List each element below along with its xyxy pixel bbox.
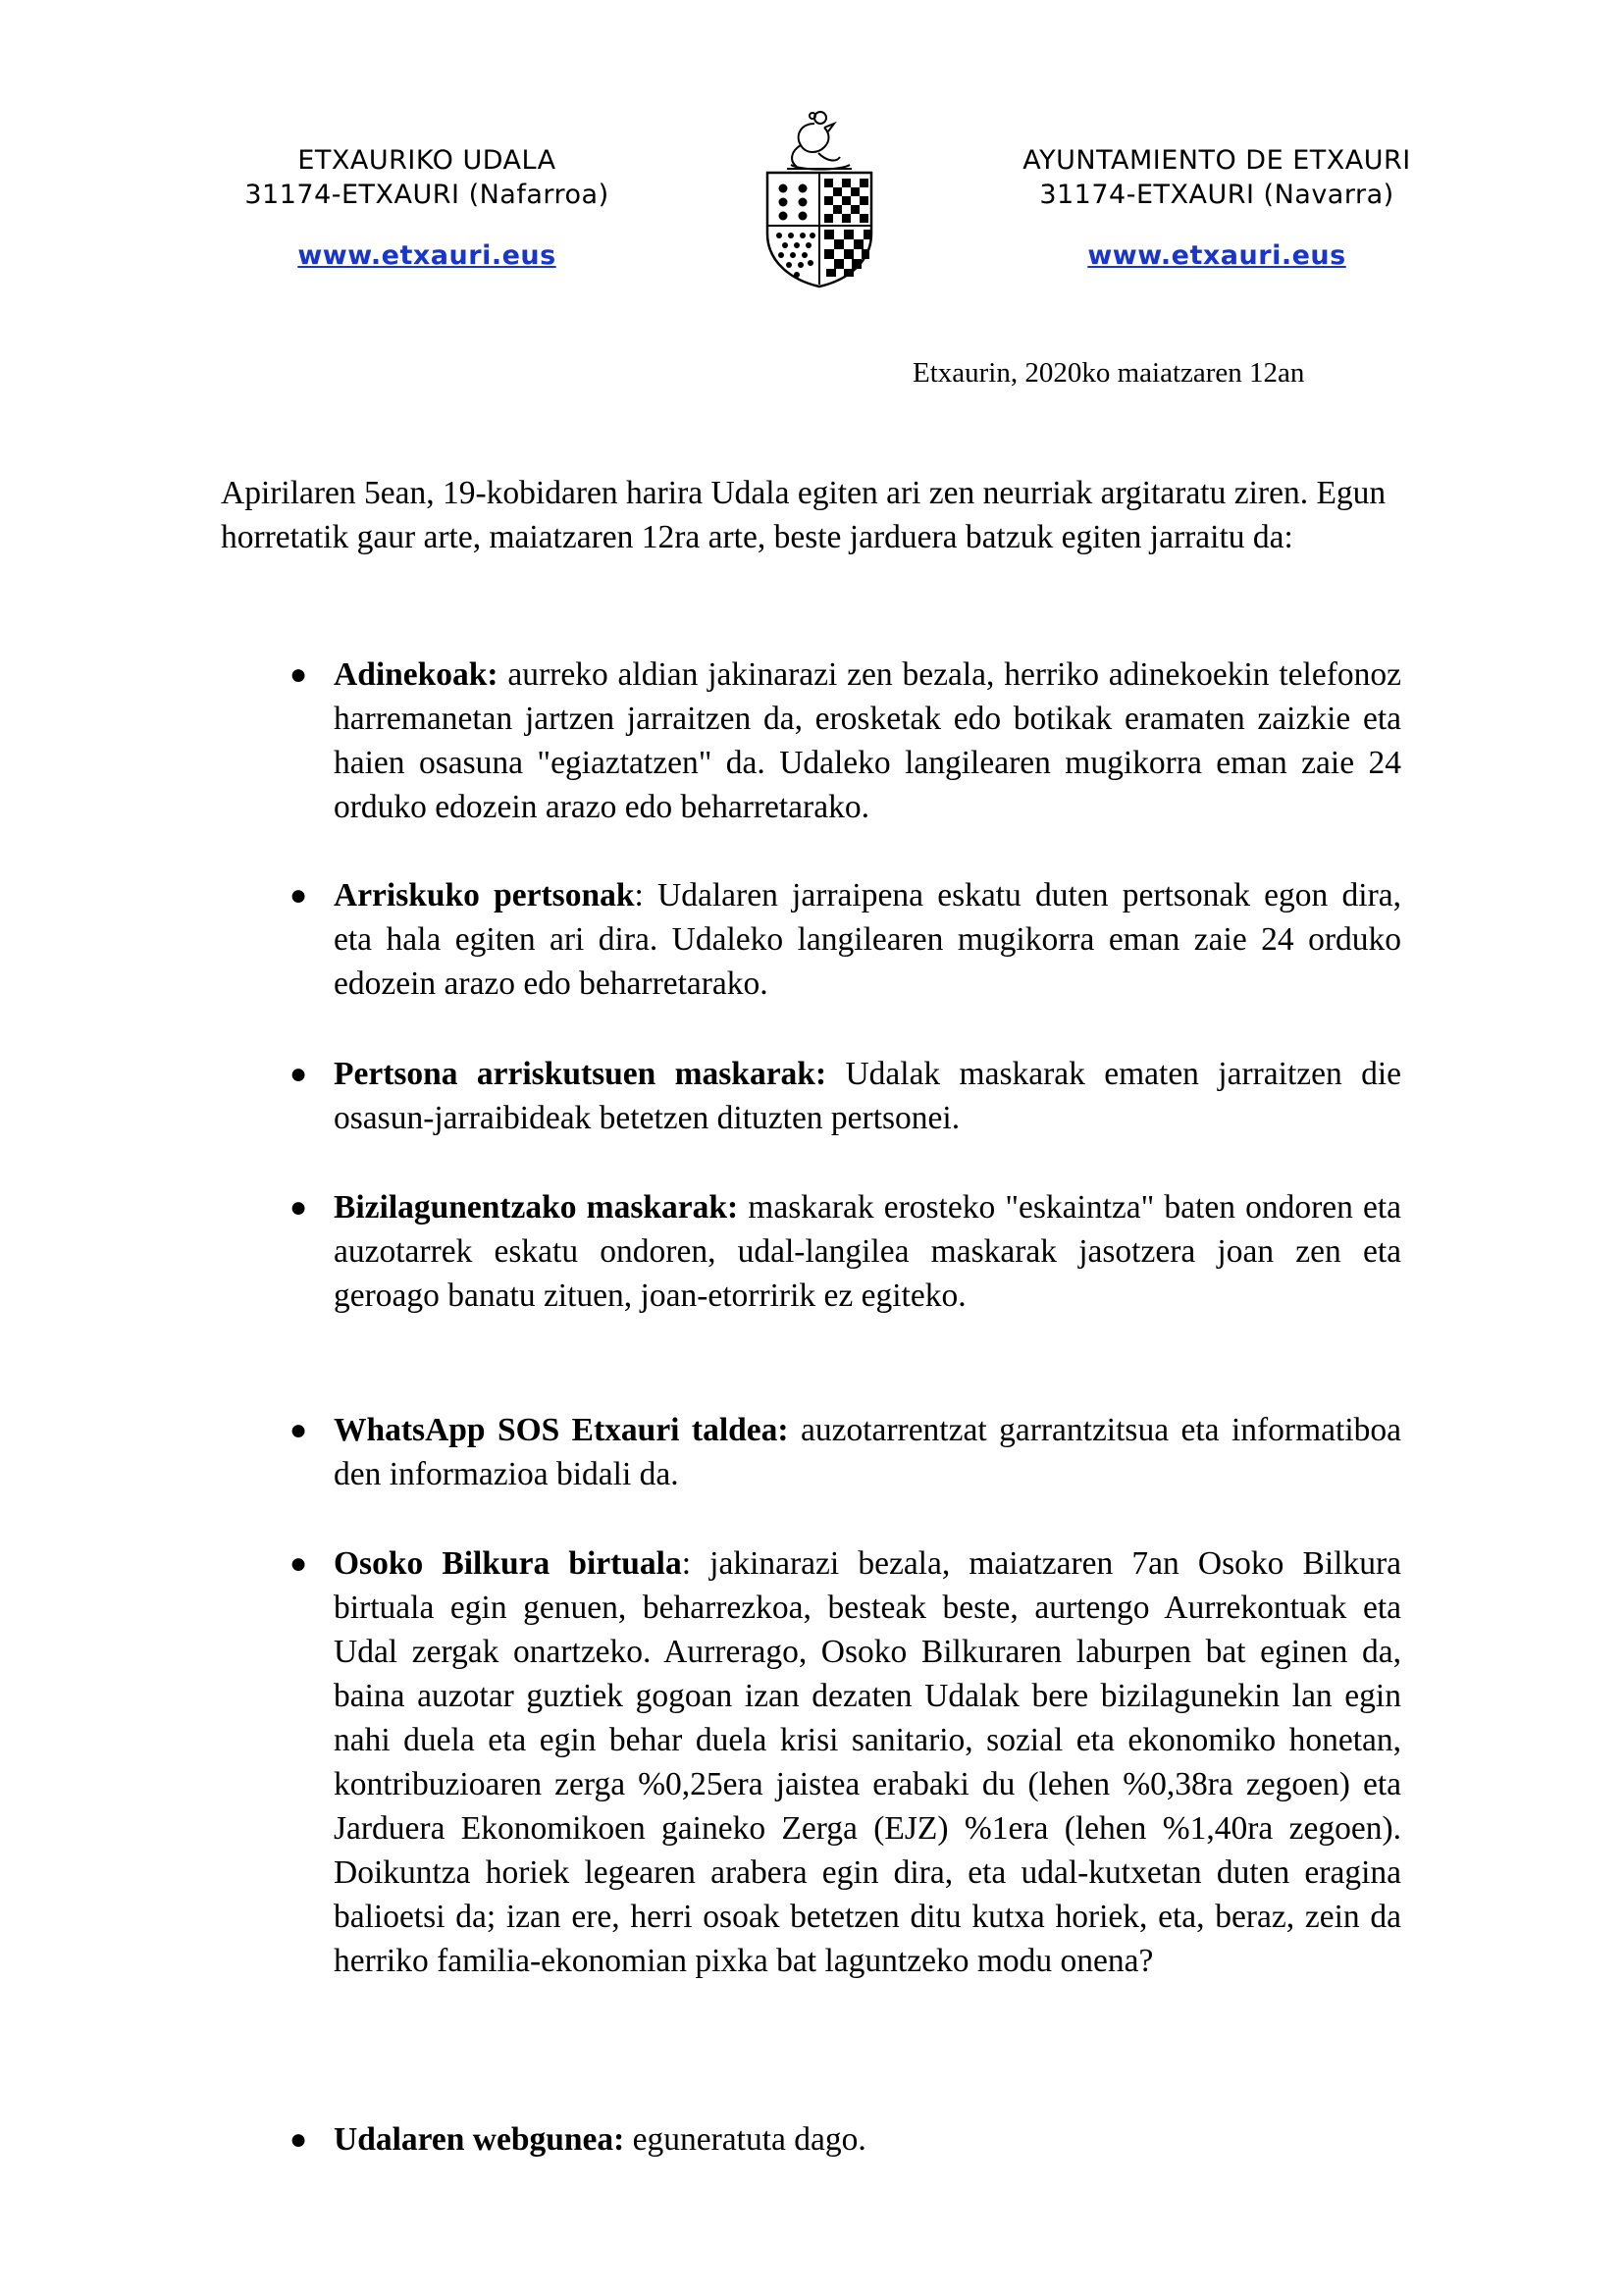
list-item-webgunea [289,2117,1401,2162]
dateline: Etxaurin, 2020ko maiatzaren 12an [913,357,1305,389]
list-item-bizilagunentzako-maskarak [289,1185,1401,1318]
list-item-pertsona-maskarak [289,1052,1401,1140]
item-text: auzotarrentzat garrantzitsua eta informatiboa den informazioa bidali da. [334,1412,1401,1492]
item-term: Udalaren webgunea: [334,2121,625,2158]
list-item-arriskuko-pertsonak [289,873,1402,1006]
item-term: Pertsona arriskutsuen maskarak: [334,1056,827,1092]
bullet-icon: ● [289,1058,308,1090]
item-text: eguneratuta dago. [624,2121,866,2158]
header-right-name: AYUNTAMIENTO DE ETXAURI [1022,145,1411,176]
list-item-whatsapp-taldea [289,1408,1401,1496]
header-right-address: 31174-ETXAURI (Navarra) [1039,180,1394,210]
item-text: maskarak erosteko "eskaintza" baten ondoren eta auzotarrek eskatu ondoren, udal-langilea maskarak jasotzera joan zen eta geroago banatu zituen, joan-etorririk ez egiteko. [334,1189,1401,1314]
item-text: Udalak maskarak ematen jarraitzen die osasun-jarraibideak betetzen dituzten pertsonei. [334,1056,1401,1136]
item-term: Osoko Bilkura birtuala [334,1545,682,1582]
list-item-adinekoak [289,652,1401,829]
bullet-icon: ● [289,1547,308,1580]
bullet-icon: ● [289,658,308,691]
intro-paragraph: Apirilaren 5ean, 19-kobidaren harira Udala egiten ari zen neurriak argitaratu ziren. Egun horretatik gaur arte, maiatzaren 12ra arte, beste jarduera batzuk egiten jarraitu da: [221,475,1387,555]
item-text: : jakinarazi bezala, maiatzaren 7an Osoko Bilkura birtuala egin genuen, beharrezkoa, besteak beste, aurtengo Aurrekontuak eta Udal zergak onartzeko. Aurrerago, Osoko Bilkuraren laburpen bat eginen da, baina auzotar guztiek gogoan izan dezaten Udalak bere bizilagunekin lan egin nahi duela eta egin behar duela krisi sanitario, sozial eta ekonomiko honetan, kontribuzioaren zerga %0,25era jaistea erabaki du (lehen %0,38ra zegoen) eta Jarduera Ekonomikoen gaineko Zerga (EJZ) %1era (lehen %1,40ra zegoen). Doikuntza horiek legearen arabera egin dira, eta udal-kutxetan duten eragina balioetsi da; izan ere, herri osoak betetzen ditu kutxa horiek, eta, beraz, zein da herriko familia-ekonomian pixka bat laguntzeko modu onena? [334,1545,1401,1979]
list-item-osoko-bilkura [289,1541,1401,1983]
bullet-icon: ● [289,1414,308,1446]
bullet-icon: ● [289,879,308,912]
item-term: Bizilagunentzako maskarak: [334,1189,739,1226]
item-text: : Udalaren jarraipena eskatu duten pertsonak egon dira, eta hala egiten ari dira. Udaleko langilearen mugikorra eman zaie 24 orduko edozein arazo edo beharretarako. [334,877,1402,1002]
coat-of-arms-crest-icon [761,106,877,290]
header-right-website-link[interactable]: www.etxauri.eus [1087,240,1346,271]
header-left-block [152,143,702,273]
header-right-block [942,143,1492,273]
header-left-name: ETXAURIKO UDALA [297,145,556,176]
bullet-icon: ● [289,2123,308,2156]
bullet-icon: ● [289,1191,308,1224]
header-left-website-link[interactable]: www.etxauri.eus [297,240,556,271]
item-term: WhatsApp SOS Etxauri taldea: [334,1412,789,1448]
item-term: Adinekoak: [334,656,498,693]
item-term: Arriskuko pertsonak [334,877,635,913]
header-left-address: 31174-ETXAURI (Nafarroa) [244,180,609,210]
item-text: aurreko aldian jakinarazi zen bezala, herriko adinekoekin telefonoz harremanetan jartzen jarraitzen da, erosketak edo botikak eramaten zaizkie eta haien osasuna "egiaztatzen" da. Udaleko langilearen mugikorra eman zaie 24 orduko edozein arazo edo beharretarako. [334,656,1401,825]
